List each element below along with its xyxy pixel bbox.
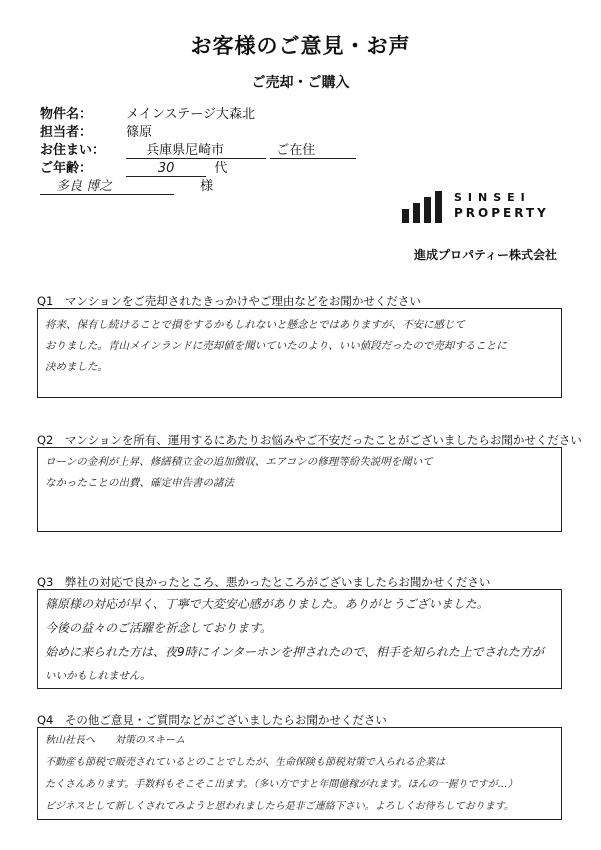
- logo-text-line1: SINSEI: [454, 191, 531, 204]
- question-label: Q4 その他ご意見・ご質問などがございましたらお聞かせください: [37, 713, 387, 727]
- age-value: 30: [126, 161, 206, 177]
- agent-value: 篠原: [126, 125, 153, 140]
- age-row: [40, 157, 356, 175]
- answer-box: [37, 447, 562, 532]
- answer-text: [45, 731, 555, 819]
- answer-line: 篠原様の対応が早く、丁寧で大変安心感がありました。ありがとうございました。: [45, 597, 489, 611]
- answer-line: いいかもしれません。: [45, 670, 151, 682]
- agent-row: [40, 121, 356, 139]
- question-label: Q3 弊社の対応で良かったところ、悪かったところがございましたらお聞かせください: [37, 575, 491, 589]
- age-label: ご年齢：: [40, 161, 93, 176]
- company-name: 進成プロパティー株式会社: [413, 248, 557, 262]
- name-row: [40, 175, 356, 193]
- address-suffix: ご在住: [270, 143, 356, 159]
- answer-box: [37, 308, 562, 398]
- agent-label: 担当者：: [40, 125, 93, 140]
- answer-line: 将来、保有し続けることで損をするかもしれないと懸念とではありますが、不安に感じて: [45, 319, 465, 331]
- question-label: Q2 マンションを所有、運用するにあたりお悩みやご不安だったことがございましたらお聞かせください: [37, 433, 582, 447]
- page-title: お客様のご意見・お声: [190, 34, 411, 58]
- company-logo: [402, 191, 572, 223]
- answer-line: 今後の益々のご活躍を祈念しております。: [45, 621, 273, 635]
- property-value: メインステージ大森北: [126, 107, 255, 122]
- address-value: 兵庫県尼崎市: [126, 143, 266, 159]
- property-label: 物件名：: [40, 107, 93, 122]
- answer-line: ビジネスとして新しくされてみようと思われましたら是非ご連絡下さい。よろしくお待ちしております。: [45, 801, 514, 812]
- answer-line: たくさんあります。手数料もそこそこ出ます。（多い方ですと年間億稼がれます。ほんの一握りですが…）: [45, 779, 518, 790]
- address-label: お住まい：: [40, 143, 106, 158]
- answer-line: 不動産も節税で販売されているとのことでしたが、生命保険も節税対策で入られる企業は: [45, 757, 445, 768]
- answer-box: [37, 727, 562, 820]
- address-row: [40, 139, 356, 157]
- answer-box: [37, 589, 562, 689]
- logo-text-line2: PROPERTY: [454, 206, 549, 220]
- logo-mark: [402, 191, 442, 223]
- name-suffix: 様: [200, 179, 214, 194]
- property-row: [40, 103, 356, 121]
- answer-line: おりました。青山メインランドに売却値を聞いていたのより、いい値段だったので売却することに: [45, 340, 507, 352]
- answer-line: ローンの金利が上昇、修繕積立金の追加徴収、エアコンの修理等紛失説明を聞いて: [45, 456, 433, 468]
- answer-text: [45, 315, 555, 378]
- answer-line: 決めました。: [45, 361, 108, 373]
- answer-text: [45, 452, 555, 494]
- answer-line: 秋山社長へ 対策のスキーム: [45, 735, 185, 746]
- answer-line: 始めに来られた方は、夜9時にインターホンを押されたので、相手を知られた上でされた方が: [45, 645, 544, 659]
- answer-text: [45, 594, 555, 687]
- customer-name: 多良 博之: [40, 179, 174, 195]
- question-label: Q1 マンションをご売却されたきっかけやご理由などをお聞かせください: [37, 294, 421, 308]
- page-subtitle: ご売却・ご購入: [251, 75, 350, 91]
- age-suffix: 代: [214, 161, 228, 176]
- customer-info: [40, 103, 356, 193]
- answer-line: なかったことの出費、確定申告書の諸法: [45, 477, 234, 489]
